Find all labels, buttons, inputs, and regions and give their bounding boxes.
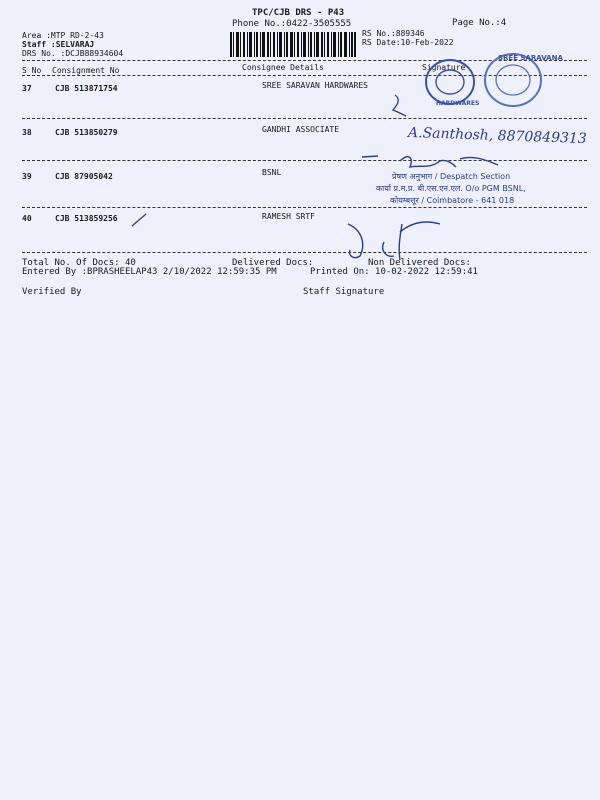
tick-mark-icon: [130, 212, 150, 230]
row-39-consignment: CJB 87905042: [55, 172, 113, 181]
phone-number: Phone No.:0422-3505555: [232, 19, 352, 29]
printed-on: Printed On: 10-02-2022 12:59:41: [310, 267, 478, 277]
handwritten-mark-icon: [390, 92, 410, 118]
barcode: [230, 32, 356, 57]
stamp-text-top: SREE SARAVANA: [498, 54, 563, 62]
col-consignment: Consignment No: [52, 66, 120, 75]
row-39-sno: 39: [22, 172, 32, 181]
rs-number: RS No.:889346: [362, 29, 425, 38]
drs-number: DRS No. :DCJB88934604: [22, 49, 124, 58]
divider: [22, 207, 587, 208]
page-number: Page No.:4: [452, 18, 507, 28]
row-38-sno: 38: [22, 128, 32, 137]
row-40-sno: 40: [22, 214, 32, 223]
divider: [22, 252, 587, 253]
row-37-consignee: SREE SARAVAN HARDWARES: [262, 81, 368, 90]
row-37-consignment: CJB 513871754: [55, 84, 118, 93]
delivered-docs: Delivered Docs:: [232, 258, 314, 268]
round-stamp-icon: [418, 50, 563, 120]
non-delivered-docs: Non Delivered Docs:: [368, 258, 471, 268]
rs-date: RS Date:10-Feb-2022: [362, 38, 454, 47]
row-39-consignee: BSNL: [262, 168, 282, 177]
col-sno: S No: [22, 66, 42, 75]
row-40-consignee: RAMESH SRTF: [262, 212, 315, 221]
row-37-sno: 37: [22, 84, 32, 93]
bsnl-stamp-line2: कार्या प्र.म.प्र. बी.एस.एन.एल. O/o PGM BSNL,: [376, 184, 526, 193]
row-40-consignment: CJB 513859256: [55, 214, 118, 223]
bsnl-stamp-line3: कोयम्बत्तूर / Coimbatore - 641 018: [390, 196, 515, 205]
document-title: TPC/CJB DRS - P43: [252, 8, 345, 18]
verified-by: Verified By: [22, 287, 82, 297]
handwritten-receiver: A.Santhosh, 8870849313: [407, 124, 587, 148]
col-signature: Signature: [422, 63, 466, 72]
row-38-consignee: GANDHI ASSOCIATE: [262, 125, 340, 134]
staff-signature: Staff Signature: [303, 287, 385, 297]
entered-by: Entered By :BPRASHEELAP43 2/10/2022 12:59:35 PM: [22, 267, 277, 277]
staff-field: Staff :SELVARAJ: [22, 40, 95, 49]
total-docs: Total No. Of Docs: 40: [22, 258, 136, 268]
row-38-consignment: CJB 513850279: [55, 128, 118, 137]
area-field: Area :MTP RD-2-43: [22, 31, 104, 40]
bsnl-stamp-line1: प्रेषण अनुभाग / Despatch Section: [392, 172, 511, 181]
signature-icon: [340, 212, 450, 264]
stamp-text-bottom: HARDWARES: [436, 100, 480, 107]
col-consignee: Consignee Details: [242, 63, 324, 72]
